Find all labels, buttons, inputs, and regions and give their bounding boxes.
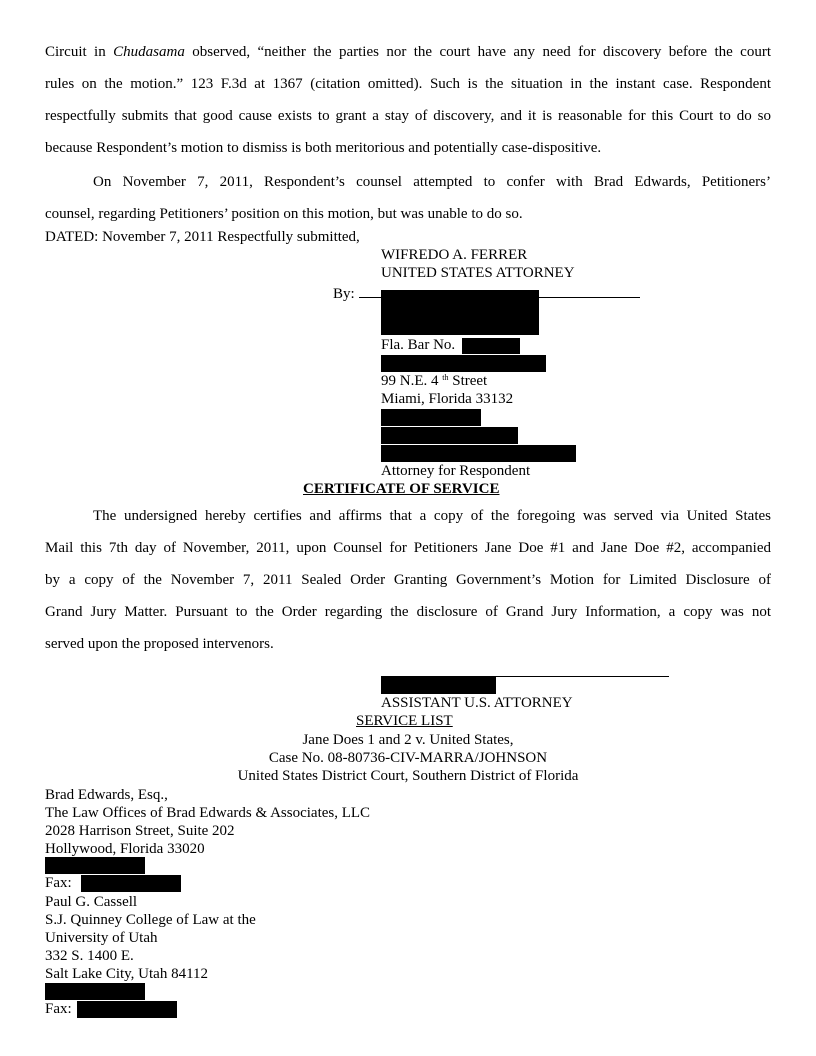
service-list-heading: SERVICE LIST	[356, 713, 453, 729]
certificate-paragraph	[45, 500, 771, 660]
signer-title: UNITED STATES ATTORNEY	[381, 265, 575, 281]
redaction-box	[81, 875, 181, 892]
contact-line: University of Utah	[45, 930, 158, 946]
body-line: because Respondent’s motion to dismiss is both meritorious and potentially case-dispositive.	[45, 140, 602, 156]
caption-line: Case No. 08-80736-CIV-MARRA/JOHNSON	[268, 750, 548, 766]
signer-name: WIFREDO A. FERRER	[381, 247, 528, 263]
address-line-2: Miami, Florida 33132	[381, 391, 514, 407]
assistant-attorney-title: ASSISTANT U.S. ATTORNEY	[381, 695, 573, 711]
address-line-1: 99 N.E. 4 $^{th}$ Street	[381, 373, 488, 389]
redaction-box	[381, 427, 518, 444]
fax-label: Fax:	[45, 1001, 72, 1017]
contact-line: Hollywood, Florida 33020	[45, 841, 205, 857]
contact-edwards	[45, 786, 370, 858]
bar-label: Fla. Bar No.	[381, 337, 456, 353]
contact-line: S.J. Quinney College of Law at the	[45, 912, 256, 928]
redaction-box	[45, 983, 145, 1000]
body-line: Mail this 7th day of November, 2011, upon Counsel for Petitioners Jane Doe #1 and Jane Doe #2, accompanied	[45, 540, 771, 556]
redaction-box	[381, 409, 481, 426]
contact-line: 332 S. 1400 E.	[45, 948, 134, 964]
body-line: by a copy of the November 7, 2011 Sealed Order Granting Government’s Motion for Limited Disclosure of	[45, 572, 771, 588]
body-line: Grand Jury Matter. Pursuant to the Order regarding the disclosure of Grand Jury Information, a copy was not	[45, 604, 771, 620]
case-caption	[158, 731, 658, 785]
caption-line: Jane Does 1 and 2 v. United States,	[302, 732, 514, 748]
contact-line: The Law Offices of Brad Edwards & Associates, LLC	[45, 805, 371, 821]
redaction-box	[462, 338, 520, 354]
body-line: On November 7, 2011, Respondent’s counsel attempted to confer with Brad Edwards, Petitioners’	[93, 174, 771, 190]
redaction-box	[381, 677, 496, 694]
by-label: By:	[333, 286, 355, 302]
attorney-role: Attorney for Respondent	[381, 463, 531, 479]
body-line: counsel, regarding Petitioners’ position on this motion, but was unable to do so.	[45, 206, 523, 222]
body-line: Circuit in Chudasama observed, “neither the parties nor the court have any need for discovery before the court	[45, 44, 772, 60]
body-line: respectfully submits that good cause exists to grant a stay of discovery, and it is reasonable for this Court to do so	[45, 108, 771, 124]
fax-label: Fax:	[45, 875, 72, 891]
redaction-box	[77, 1001, 177, 1018]
caption-line: United States District Court, Southern District of Florida	[237, 768, 579, 784]
redaction-box	[381, 355, 546, 372]
body-paragraph-2	[45, 166, 771, 230]
contact-line: Salt Lake City, Utah 84112	[45, 966, 209, 982]
body-paragraph-1	[45, 36, 771, 164]
certificate-heading: CERTIFICATE OF SERVICE	[303, 481, 500, 497]
redaction-box	[45, 857, 145, 874]
dated-line: DATED: November 7, 2011 Respectfully submitted,	[45, 229, 360, 245]
contact-line: 2028 Harrison Street, Suite 202	[45, 823, 235, 839]
redaction-box	[381, 445, 576, 462]
contact-line: Brad Edwards, Esq.,	[45, 787, 168, 803]
contact-cassell	[45, 893, 256, 983]
body-line: served upon the proposed intervenors.	[45, 636, 274, 652]
body-line: The undersigned hereby certifies and affirms that a copy of the foregoing was served via United States	[93, 508, 771, 524]
body-line: rules on the motion.” 123 F.3d at 1367 (citation omitted). Such is the situation in the instant case. Respondent	[45, 76, 771, 92]
contact-line: Paul G. Cassell	[45, 894, 138, 910]
redaction-box	[381, 290, 539, 335]
